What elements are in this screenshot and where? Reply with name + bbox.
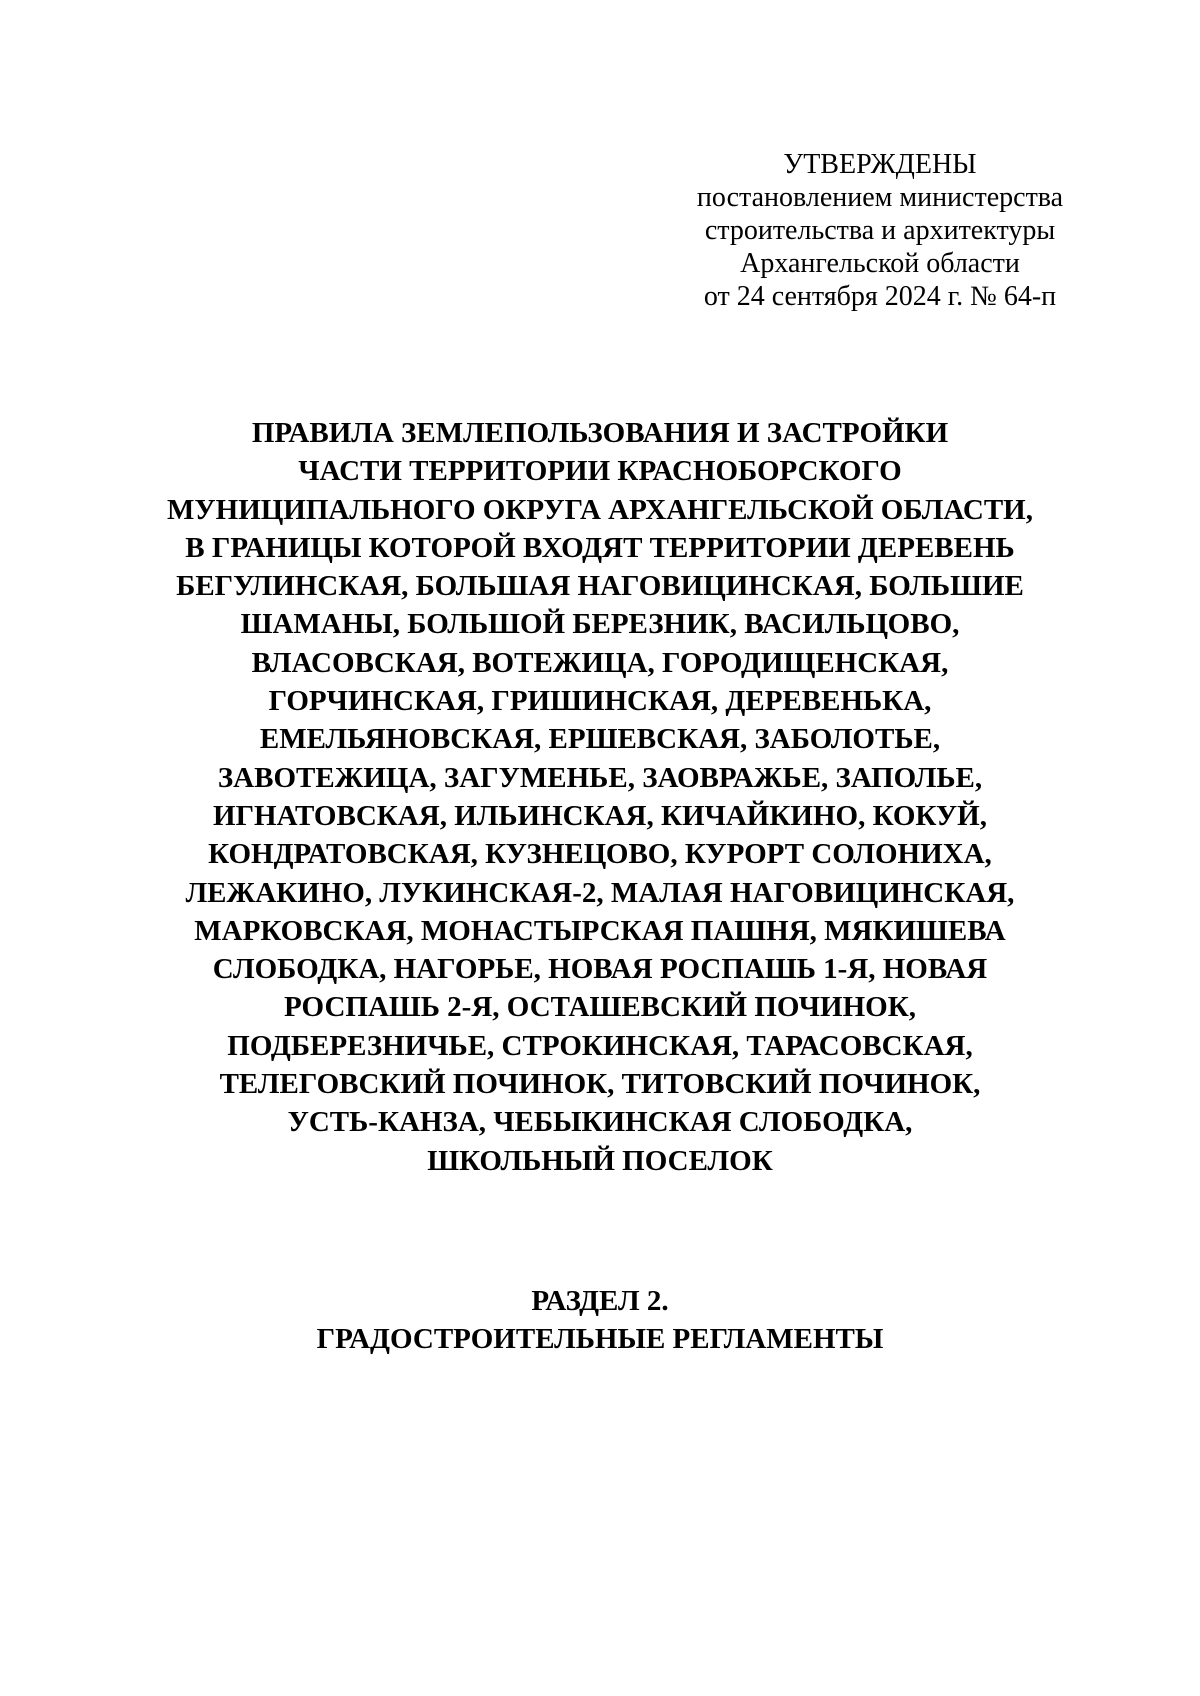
title-line: УСТЬ-КАНЗА, ЧЕБЫКИНСКАЯ СЛОБОДКА, xyxy=(287,1106,913,1139)
title-line: ИГНАТОВСКАЯ, ИЛЬИНСКАЯ, КИЧАЙКИНО, КОКУЙ, xyxy=(213,799,987,832)
approval-date-line: от 24 сентября 2024 г. № 64-п xyxy=(703,281,1057,312)
section-name: ГРАДОСТРОИТЕЛЬНЫЕ РЕГЛАМЕНТЫ xyxy=(316,1323,884,1355)
approval-line: постановлением министерства xyxy=(696,182,1064,213)
title-line: ПОДБЕРЕЗНИЧЬЕ, СТРОКИНСКАЯ, ТАРАСОВСКАЯ, xyxy=(227,1029,973,1062)
approval-line: Архангельской области xyxy=(740,248,1020,279)
section-number: РАЗДЕЛ 2. xyxy=(531,1285,669,1317)
title-line: ЕМЕЛЬЯНОВСКАЯ, ЕРШЕВСКАЯ, ЗАБОЛОТЬЕ, xyxy=(259,723,941,756)
title-line: В ГРАНИЦЫ КОТОРОЙ ВХОДЯТ ТЕРРИТОРИИ ДЕРЕВЕНЬ xyxy=(185,531,1015,564)
title-line: ЧАСТИ ТЕРРИТОРИИ КРАСНОБОРСКОГО xyxy=(298,455,902,488)
title-line: ЗАВОТЕЖИЦА, ЗАГУМЕНЬЕ, ЗАОВРАЖЬЕ, ЗАПОЛЬЕ, xyxy=(217,761,983,794)
approval-line: строительства и архитектуры xyxy=(704,215,1056,246)
approval-heading: УТВЕРЖДЕНЫ xyxy=(783,149,977,180)
title-line: ТЕЛЕГОВСКИЙ ПОЧИНОК, ТИТОВСКИЙ ПОЧИНОК, xyxy=(219,1068,981,1101)
title-line: РОСПАШЬ 2-Я, ОСТАШЕВСКИЙ ПОЧИНОК, xyxy=(284,991,916,1024)
title-line: ГОРЧИНСКАЯ, ГРИШИНСКАЯ, ДЕРЕВЕНЬКА, xyxy=(268,685,932,718)
title-line: СЛОБОДКА, НАГОРЬЕ, НОВАЯ РОСПАШЬ 1-Я, НОВАЯ xyxy=(212,953,988,986)
title-line: БЕГУЛИНСКАЯ, БОЛЬШАЯ НАГОВИЦИНСКАЯ, БОЛЬШИЕ xyxy=(176,570,1024,603)
title-line: МУНИЦИПАЛЬНОГО ОКРУГА АРХАНГЕЛЬСКОЙ ОБЛАСТИ, xyxy=(166,493,1033,526)
title-line: МАРКОВСКАЯ, МОНАСТЫРСКАЯ ПАШНЯ, МЯКИШЕВА xyxy=(194,914,1006,947)
title-line: ШАМАНЫ, БОЛЬШОЙ БЕРЕЗНИК, ВАСИЛЬЦОВО, xyxy=(240,608,960,641)
title-line: ПРАВИЛА ЗЕМЛЕПОЛЬЗОВАНИЯ И ЗАСТРОЙКИ xyxy=(251,417,949,449)
title-line: ЛЕЖАКИНО, ЛУКИНСКАЯ-2, МАЛАЯ НАГОВИЦИНСКАЯ, xyxy=(185,876,1015,909)
title-line: КОНДРАТОВСКАЯ, КУЗНЕЦОВО, КУРОРТ СОЛОНИХА, xyxy=(208,838,992,871)
title-line: ВЛАСОВСКАЯ, ВОТЕЖИЦА, ГОРОДИЩЕНСКАЯ, xyxy=(251,646,949,679)
section-heading xyxy=(90,1282,1110,1358)
document-title xyxy=(90,414,1110,1180)
approval-stamp xyxy=(680,148,1080,313)
title-line: ШКОЛЬНЫЙ ПОСЕЛОК xyxy=(427,1144,773,1177)
